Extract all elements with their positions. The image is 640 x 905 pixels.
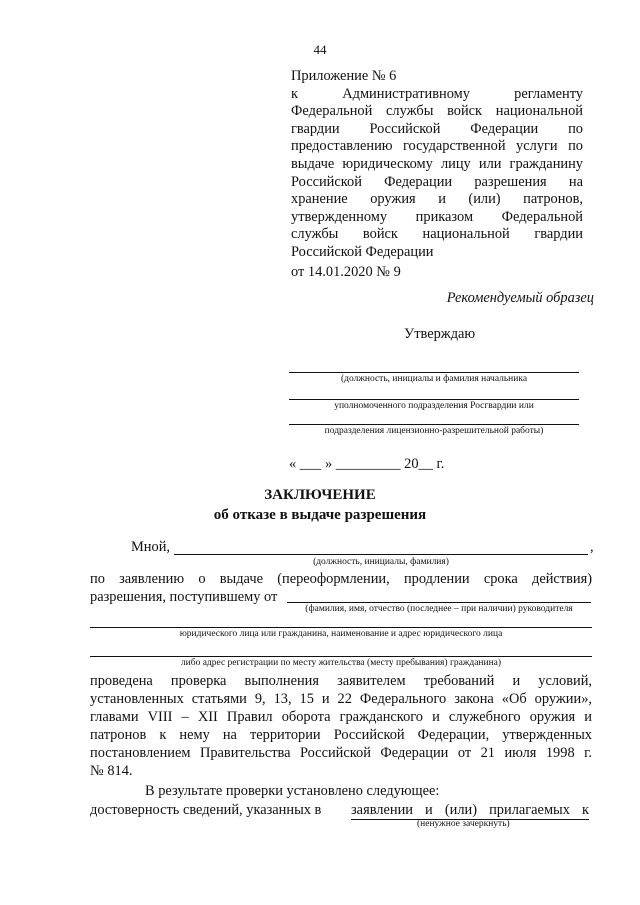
paragraph-line: установленных статьями 9, 13, 15 и 22 Федерального закона «Об оружии», (90, 691, 592, 707)
result-line: В результате проверки установлено следующее: (145, 783, 440, 799)
applicant-caption: юридического лица или гражданина, наименование и адрес юридического лица (179, 629, 503, 639)
page-number: 44 (313, 42, 327, 57)
appendix-line: Российской Федерации (291, 243, 434, 260)
recommended-sample-label: Рекомендуемый образец (446, 290, 594, 306)
appendix-line: службы войск национальной гвардии (291, 226, 583, 243)
by-me-label: Мной, (131, 539, 170, 555)
reliability-underlined (351, 801, 589, 820)
signature-line (289, 399, 579, 400)
reliability-caption: (ненужное зачеркнуть) (417, 819, 510, 829)
appendix-line: предоставлению государственной услуги по (291, 138, 583, 155)
appendix-line: Федеральной службы войск национальной (291, 103, 583, 120)
appendix-block (291, 68, 583, 281)
approval-date: « ___ » _________ 20__ г. (289, 456, 445, 472)
appendix-line: хранение оружия и (или) патронов, (291, 191, 583, 208)
paragraph-line: патронов к нему на территории Российской Федерации, утвержденных (90, 727, 592, 743)
appendix-line: Приложение № 6 (291, 68, 397, 84)
appendix-line: к Административному регламенту (291, 85, 583, 102)
document-title: ЗАКЛЮЧЕНИЕ (264, 487, 376, 503)
appendix-line: выдаче юридическому лицу или гражданину (291, 155, 583, 172)
paragraph-line: проведена проверка выполнения заявителем требований и условий, (90, 673, 592, 689)
document-subtitle: об отказе в выдаче разрешения (213, 507, 427, 523)
application-line: разрешения, поступившему от (90, 589, 278, 605)
reliability-underlined-text: заявлении и (или) прилагаемых к (351, 802, 589, 818)
appendix-line: утвержденному приказом Федеральной (291, 208, 583, 225)
by-me-line (174, 554, 588, 555)
applicant-line (287, 602, 591, 603)
applicant-caption: либо адрес регистрации по месту жительства (месту пребывания) гражданина) (180, 658, 502, 668)
appendix-line: гвардии Российской Федерации по (291, 120, 583, 137)
paragraph-line: главами VIII – XII Правил оборота гражданского и служебного оружия и (90, 709, 592, 725)
by-me-caption: (должность, инициалы, фамилия) (313, 557, 449, 567)
signature-caption: уполномоченного подразделения Росгвардии или (334, 401, 534, 411)
signature-line (289, 424, 579, 425)
signature-line (289, 372, 579, 373)
paragraph-line: постановлением Правительства Российской Федерации от 21 июля 1998 г. (90, 745, 592, 761)
applicant-caption: (фамилия, имя, отчество (последнее – при наличии) руководителя (305, 604, 573, 614)
appendix-line: Российской Федерации разрешения на (291, 173, 583, 190)
signature-caption: (должность, инициалы и фамилия начальника (340, 374, 528, 384)
applicant-line (90, 656, 592, 657)
applicant-line (90, 627, 592, 628)
appendix-date: от 14.01.2020 № 9 (291, 263, 401, 280)
signature-caption: подразделения лицензионно-разрешительной работы) (324, 426, 544, 436)
by-me-comma: , (590, 539, 594, 555)
reliability-prefix: достоверность сведений, указанных в (90, 802, 322, 818)
paragraph-line: № 814. (90, 763, 133, 779)
approve-label: Утверждаю (404, 326, 476, 342)
application-line: по заявлению о выдаче (переоформлении, продлении срока действия) (90, 571, 592, 587)
